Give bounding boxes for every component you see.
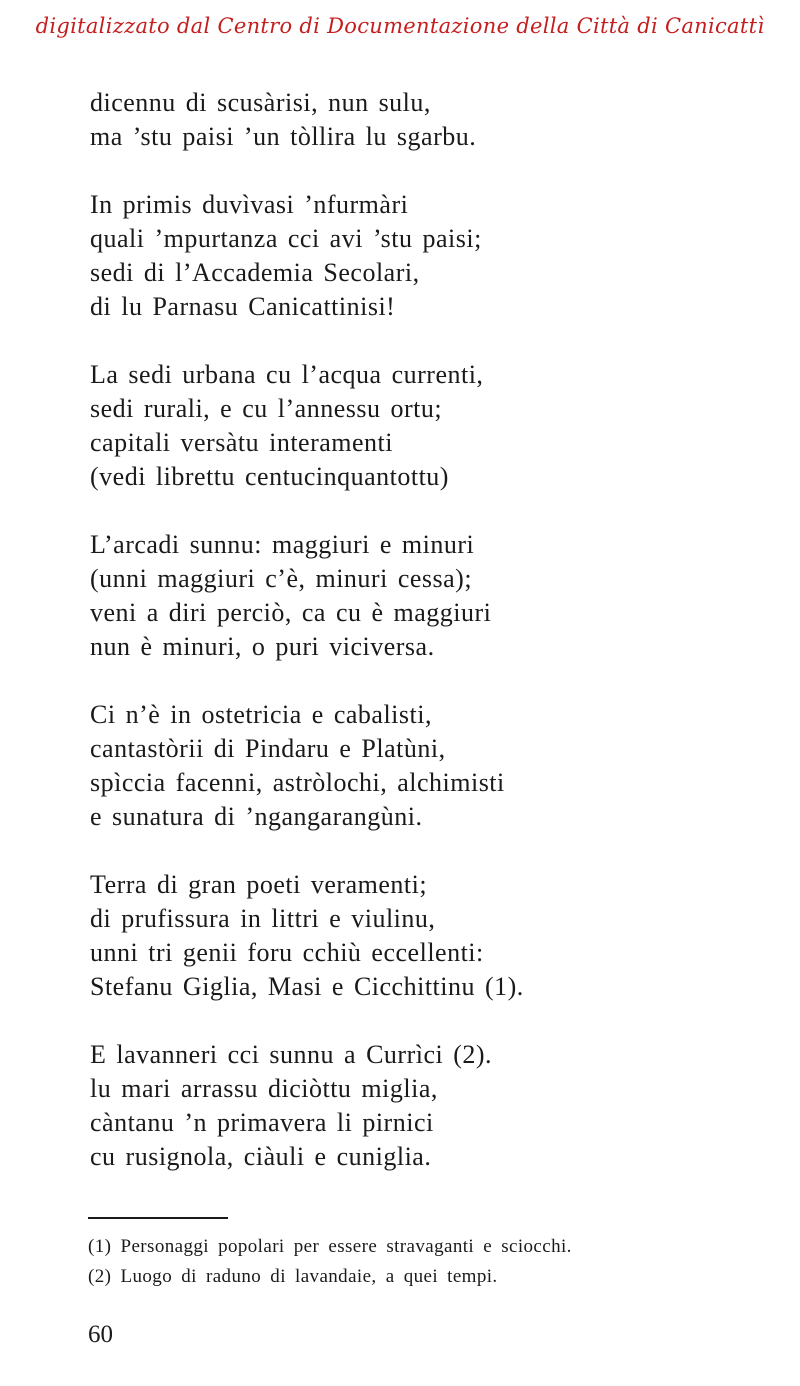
verse-line: spìccia facenni, astròlochi, alchimisti (90, 768, 505, 797)
stanza (90, 528, 770, 664)
stanza (90, 358, 770, 494)
verse-line: Stefanu Giglia, Masi e Cicchittinu (1). (90, 972, 524, 1001)
verse-line: càntanu ’n primavera li pirnici (90, 1108, 434, 1137)
verse-line: di lu Parnasu Canicattinisi! (90, 292, 396, 321)
verse-line: nun è minuri, o puri viciversa. (90, 632, 435, 661)
footnotes (88, 1232, 788, 1292)
verse-line: ma ’stu paisi ’un tòllira lu sgarbu. (90, 122, 477, 151)
watermark: digitalizzato dal Centro di Documentazione della Città di Canicattì (35, 14, 765, 38)
footnote: (1) Personaggi popolari per essere stravaganti e sciocchi. (88, 1236, 572, 1257)
stanza (90, 868, 770, 1004)
verse-line: sedi di l’Accademia Secolari, (90, 258, 420, 287)
verse-line: Terra di gran poeti veramenti; (90, 870, 428, 899)
verse-line: In primis duvìvasi ’nfurmàri (90, 190, 409, 219)
verse-line: quali ’mpurtanza cci avi ’stu paisi; (90, 224, 482, 253)
page-number: 60 (88, 1321, 113, 1348)
verse-line: L’arcadi sunnu: maggiuri e minuri (90, 530, 475, 559)
stanza (90, 1038, 770, 1174)
stanza (90, 698, 770, 834)
verse-line: La sedi urbana cu l’acqua currenti, (90, 360, 484, 389)
footnote: (2) Luogo di raduno di lavandaie, a quei tempi. (88, 1266, 498, 1287)
verse-line: Ci n’è in ostetricia e cabalisti, (90, 700, 432, 729)
verse-line: unni tri genii foru cchiù eccellenti: (90, 938, 484, 967)
verse-line: (vedi librettu centucinquantottu) (90, 462, 449, 491)
verse-line: dicennu di scusàrisi, nun sulu, (90, 88, 431, 117)
verse-line: lu mari arrassu diciòttu miglia, (90, 1074, 438, 1103)
verse-line: cantastòrii di Pindaru e Platùni, (90, 734, 446, 763)
stanza (90, 188, 770, 324)
verse-line: sedi rurali, e cu l’annessu ortu; (90, 394, 443, 423)
poem (90, 86, 770, 1208)
verse-line: di prufissura in littri e viulinu, (90, 904, 436, 933)
stanza (90, 86, 770, 154)
verse-line: E lavanneri cci sunnu a Currìci (2). (90, 1040, 493, 1069)
verse-line: e sunatura di ’ngangarangùni. (90, 802, 423, 831)
footnote-divider (88, 1217, 228, 1219)
verse-line: veni a diri perciò, ca cu è maggiuri (90, 598, 492, 627)
verse-line: cu rusignola, ciàuli e cuniglia. (90, 1142, 432, 1171)
verse-line: capitali versàtu interamenti (90, 428, 393, 457)
verse-line: (unni maggiuri c’è, minuri cessa); (90, 564, 473, 593)
